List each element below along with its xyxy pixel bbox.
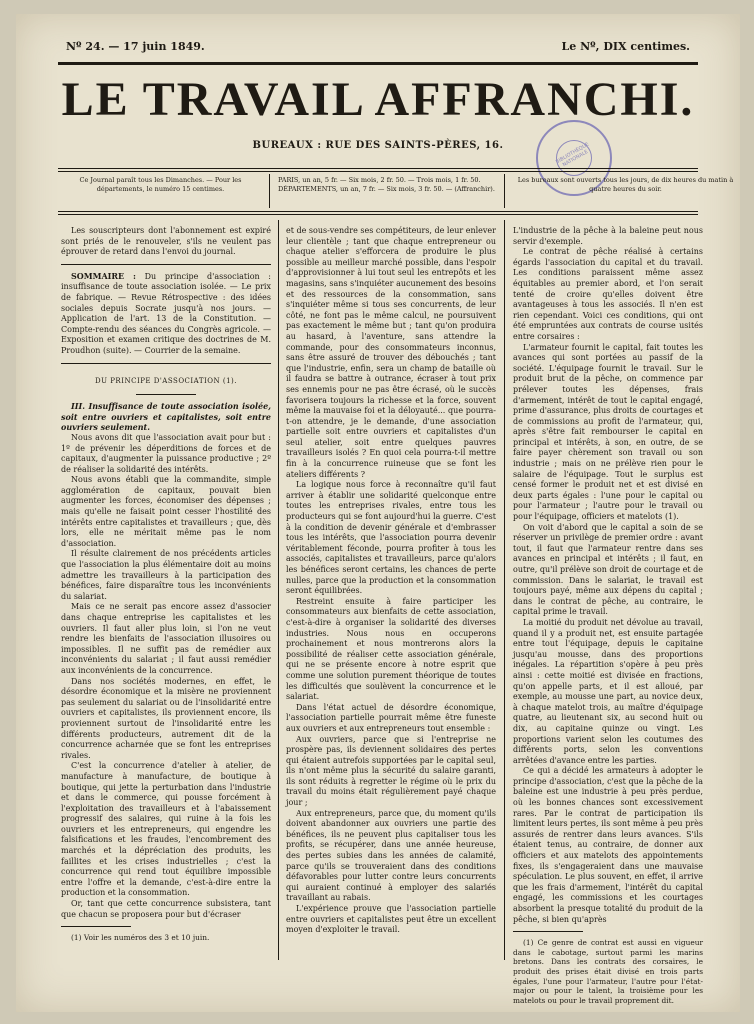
paragraph: Dans nos sociétés modernes, en effet, le désordre économique et la misère ne proviennent pas seulement du salariat ou de l'insolidarité entre ouvriers et capitalistes, ils proviennent encore, ils proviennent surtout de l'insolidarité entre les différents producteurs, autrement dit de la concurrence acharnée que se font les entreprises rivales. — [61, 676, 271, 760]
footnote: (1) Voir les numéros des 3 et 10 juin. — [71, 933, 210, 943]
footnote-rule — [61, 926, 131, 927]
paragraph: Aux entrepreneurs, parce que, du moment qu'ils doivent abandonner aux ouvriers une partie des bénéfices, ils ne peuvent plus capitaliser tous les profits, se récupérer, dans une année heureuse, des pertes subies dans les années de calamité, parce qu'ils se trouveraient dans des conditions défavorables pour lutter contre leurs concurrents qui auraient continué à employer des salariés travaillant au rabais. — [286, 808, 496, 903]
info-subscription: PARIS, un an, 5 fr. — Six mois, 2 fr. 50. — Trois mois, 1 fr. 50. DÉPARTEMENTS, un an, 7 fr. — Six mois, 3 fr. 50. — (Affranchir). — [278, 176, 495, 193]
divider — [61, 363, 271, 364]
issue-price: Le Nº, DIX centimes. — [561, 40, 690, 53]
paragraph: Le contrat de pêche réalisé à certains égards l'association du capital et du travail. Les conditions paraissent même assez équitables au premier abord, et l'on serait tenté de croire qu'elles doivent être avantageuses à tous les associés. Il n'en est rien cependant. Voici ces conditions, qui ont été empruntées aux contrats de course usités entre corsaires : — [513, 247, 703, 341]
summary-label: SOMMAIRE : — [71, 270, 136, 281]
column-divider-1 — [278, 220, 279, 960]
paragraph: La moitié du produit net dévolue au travail, quand il y a produit net, est ensuite partagée entre tout l'équipage, depuis le capitaine jusqu'au mousse, dans des proportions inégales. La répartition s'opère à peu près ainsi : cette moitié est divisée en fractions, qu'on appelle parts, et il est alloué, par exemple, au mousse une part, au novice deux, à chaque matelot trois, au maître d'équipage quatre, au lieutenant six, au second huit ou dix, au capitaine quinze ou vingt. Les proportions varient selon les coutumes des différents ports, selon les conventions arrêtées d'avance entre les parties. — [513, 617, 703, 765]
footnote: (1) Ce genre de contrat est aussi en vigueur dans le cabotage, surtout parmi les marins bretons. Dans les contrats des corsaires, le produit des prises était divisé en trois parts égales, l'une pour l'armateur, l'autre pour l'état-major ou pour le talent, la troisième pour les matelots ou pour le travail proprement dit. — [513, 938, 703, 1005]
paragraph: Or, tant que cette concurrence subsistera, tant que chacun se proposera pour but d'écraser — [61, 899, 271, 919]
issue-number-date: Nº 24. — 17 juin 1849. — [66, 40, 205, 53]
paragraph: Nous avons dit que l'association avait pour but : 1º de prévenir les déperditions de forces et de capitaux, d'augmenter la puissance productive ; 2º de réaliser la solidarité des intérêts. — [61, 432, 271, 474]
paragraph: Mais ce ne serait pas encore assez d'associer dans chaque entreprise les capitalistes et les ouvriers. Il faut aller plus loin, si l'on ne veut rendre les bienfaits de l'association illusoires ou impossibles. Il ne suffit pas de remédier aux inconvénients du salariat ; il faut aussi remédier aux inconvénients de la concurrence. — [61, 602, 271, 675]
section-title: III. Insuffisance de toute association isolée, soit entre ouvriers et capitalistes, soit entre ouvriers seulement. — [61, 401, 271, 433]
rule-info-top-2 — [58, 171, 698, 172]
rule-info-bottom — [58, 211, 698, 212]
column-right — [513, 226, 703, 1005]
subscriber-notice: Les souscripteurs dont l'abonnement est expiré sont priés de le renouveler, s'ils ne veulent pas éprouver de retard dans l'envoi du journal. — [61, 226, 271, 257]
bureaux-address: BUREAUX : RUE DES SAINTS-PÈRES, 16. — [252, 140, 504, 151]
stamp-text: BIBLIOTHÈQUE NATIONALE — [554, 141, 591, 169]
issue-line — [66, 40, 690, 58]
paragraph: et de sous-vendre ses compétiteurs, de leur enlever leur clientèle ; tant que chaque entrepreneur ou chaque atelier s'efforcera de produire le plus possible au meilleur marché possible, dans l'espoir d'approvisionner à lui tout seul les entrepôts et les magasins, sans s'inquiéter aucunement des besoins et des ressources de la consommation, sans s'inquiéter même si tous ses concurrents, de leur côté, ne font pas le même calcul, ne poursuivent pas exactement le même but ; tant qu'on produira au hasard, à l'aventure, sans attendre la commande, pour des consommateurs inconnus, sans être assuré de trouver des débouchés ; tant que l'industrie, enfin, sera un champ de bataille où il faudra se battre à outrance, écraser à tout prix ses ennemis pour ne pas être écrasé, où le succès favorisera toujours la richesse et la force, souvent même la mauvaise foi et la déloyauté... que pourra-t-on attendre, je le demande, d'une association partielle soit entre ouvriers et capitalistes d'un seul atelier, soit entre quelques pauvres travailleurs isolés ? En quoi cela pourra-t-il mettre fin à la concurrence ruineuse que se font les ateliers différents ? — [286, 226, 496, 479]
column-left — [61, 226, 271, 943]
paragraph: L'industrie de la pêche à la baleine peut nous servir d'exemple. — [513, 226, 703, 246]
paragraph: La logique nous force à reconnaître qu'il faut arriver à établir une solidarité quelconque entre toutes les entreprises rivales, entre tous les producteurs qui se font aujourd'hui la guerre. C'est à la condition de devenir générale et d'embrasser tous les intérêts, que l'association pourra devenir véritablement féconde, pourra profiter à tous les associés, capitalistes et travailleurs, parce qu'alors les bénéfices seront certains, les chances de perte nulles, parce que la production et la consommation seront équilibrées. — [286, 480, 496, 596]
info-divider-1 — [269, 174, 270, 208]
summary — [61, 271, 271, 357]
column-divider-2 — [504, 220, 505, 960]
paragraph: C'est la concurrence d'atelier à atelier, de manufacture à manufacture, de boutique à boutique, qui jette la perturbation dans l'industrie et dans le commerce, qui pousse forcément à l'exploitation des travailleurs et à l'abaissement progressif des salaires, qui ruine à la fois les ouvriers et les entrepreneurs, qui engendre les falsifications et les fraudes, l'encombrement des marchés et la dépréciation des produits, les faillites et les crises industrielles ; c'est la concurrence qui rend tout équilibre impossible entre l'offre et la demande, c'est-à-dire entre la production et la consommation. — [61, 761, 271, 898]
paragraph: L'expérience prouve que l'association partielle entre ouvriers et capitalistes peut être un excellent moyen d'exploiter le travail. — [286, 904, 496, 935]
rule-top — [58, 62, 698, 65]
section-heading: DU PRINCIPE D'ASSOCIATION (1). — [94, 376, 238, 385]
divider — [61, 264, 271, 265]
paragraph: Dans l'état actuel de désordre économique, l'association partielle pourrait même être funeste aux ouvriers et aux entrepreneurs tout ensemble : — [286, 702, 496, 733]
paragraph: Aux ouvriers, parce que si l'entreprise ne prospère pas, ils deviennent solidaires des pertes qui étaient autrefois supportées par le capital seul, ils n'ont même plus la sécurité du salaire garanti, ils sont réduits à regretter le régime où le prix du travail du moins était régulièrement payé chaque jour ; — [286, 734, 496, 808]
info-hours: Les bureaux sont ouverts tous les jours, de dix heures du matin à quatre heures du soir. — [517, 176, 734, 193]
rule-info-top — [58, 168, 698, 169]
paragraph: On voit d'abord que le capital a soin de se réserver un privilège de premier ordre : avant tout, il faut que l'armateur rentre dans ses avances en principal et intérêts ; il faut, en outre, qu'il prélève son droit de courtage et de commission. Dans le salariat, le travail est toujours payé, même aux dépens du capital ; dans le contrat de pêche, au contraire, le capital prime le travail. — [513, 522, 703, 617]
masthead-title: LE TRAVAIL AFFRANCHI. — [61, 73, 695, 126]
summary-text: Du principe d'association : insuffisance de toute association isolée. — Le prix de fabrique. — Revue Rétrospective : des idées sociales depuis Socrate jusqu'à nos jours. — Application de l'art. 13 de la Constitution. — Compte-rendu des séances du Congrès agricole. — Exposition et examen critique des doctrines de M. Proudhon (suite). — Courrier de la semaine. — [61, 271, 272, 355]
paragraph: L'armateur fournit le capital, fait toutes les avances qui sont portées au passif de la société. L'équipage fournit le travail. Sur le produit brut de la pêche, on commence par prélever toutes les dépenses, frais d'armement, intérêt de tout le capital engagé, prime d'assurance, plus droits de courtages et de commissions au profit de l'armateur, qui, après s'être fait rembourser le capital en principal et intérêts, à son, en outre, de se faire payer chèrement son travail ou son industrie ; mais on ne prélève rien pour le salaire de l'équipage. Tout le surplus est censé former le produit net et est divisé en deux parts égales : l'une pour le capital ou pour l'armateur ; l'autre pour le travail ou pour l'équipage, officiers et matelots (1). — [513, 342, 703, 522]
column-middle — [286, 226, 496, 936]
divider-short — [136, 394, 196, 395]
paragraph: Restreint ensuite à faire participer les consommateurs aux bienfaits de cette association, c'est-à-dire à organiser la solidarité des diverses industries. Nous nous en occuperons prochainement et nous montrerons alors la possibilité de réaliser cette association générale, qui ne se présente encore à notre esprit que comme une solution purement théorique de toutes les difficultés que soulèvent la concurrence et le salariat. — [286, 596, 496, 702]
paragraph: Nous avons établi que la commandite, simple agglomération de capitaux, pouvait bien augmenter les forces, économiser des dépenses ; mais qu'elle ne faisait point cesser l'hostilité des intérêts entre capitalistes et travailleurs ; que, dès lors, elle ne méritait même pas le nom d'association. — [61, 475, 271, 548]
paragraph: Il résulte clairement de nos précédents articles que l'association la plus élémentaire doit au moins admettre les travailleurs à la participation des bénéfices, faire disparaître tous les inconvénients du salariat. — [61, 549, 271, 601]
info-divider-2 — [504, 174, 505, 208]
info-row — [58, 176, 734, 210]
rule-info-bottom-2 — [58, 214, 698, 215]
footnote-rule — [513, 931, 583, 932]
newspaper-page — [16, 14, 740, 1012]
paragraph: Ce qui a décidé les armateurs à adopter le principe d'association, c'est que la pêche de la baleine est une industrie à peu près perdue, où les bonnes chances sont excessivement rares. Par le contrat de participation ils limitent leurs pertes, ils sont même à peu près assurés de rentrer dans leurs avances. S'ils étaient tenus, au contraire, de donner aux officiers et aux matelots des appointements fixes, ils s'engageraient dans une mauvaise spéculation. Le plus souvent, en effet, il arrive que les frais d'armement, l'intérêt du capital engagé, les commissions et les courtages absorbent la presque totalité du produit de la pêche, si bien qu'après — [513, 766, 703, 924]
info-publish: Ce Journal paraît tous les Dimanches. — Pour les départements, le numéro 15 centimes. — [79, 176, 242, 193]
